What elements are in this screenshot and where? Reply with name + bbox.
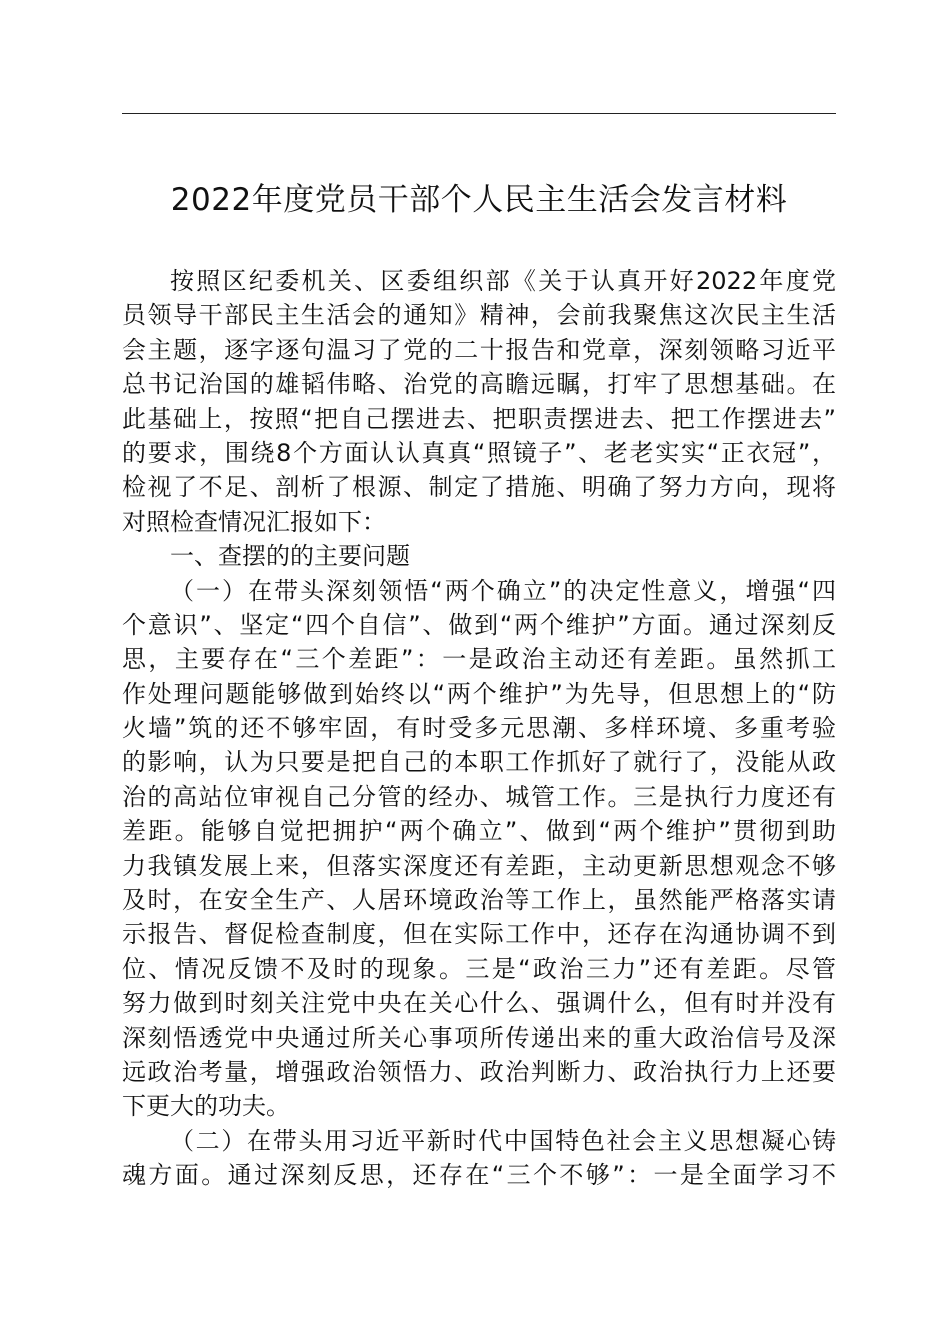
paragraph-line: 差距。能够自觉把拥护“两个确立”、做到“两个维护”贯彻到助 bbox=[122, 817, 836, 846]
paragraph-line: （一）在带头深刻领悟“两个确立”的决定性意义，增强“四 bbox=[170, 576, 836, 605]
paragraph-line: 示报告、督促检查制度，但在实际工作中，还存在沟通协调不到 bbox=[122, 920, 836, 949]
paragraph-line: 会主题，逐字逐句温习了党的二十报告和党章，深刻领略习近平 bbox=[122, 335, 836, 364]
paragraph-line: 员领导干部民主生活会的通知》精神，会前我聚焦这次民主生活 bbox=[122, 301, 836, 330]
paragraph-line: 思，主要存在“三个差距”：一是政治主动还有差距。虽然抓工 bbox=[122, 645, 836, 674]
document-body bbox=[122, 264, 836, 1193]
paragraph-line: 力我镇发展上来，但落实深度还有差距，主动更新思想观念不够 bbox=[122, 851, 836, 880]
paragraph-line: 治的高站位审视自己分管的经办、城管工作。三是执行力度还有 bbox=[122, 782, 836, 811]
paragraph-line: 下更大的功夫。 bbox=[122, 1092, 290, 1121]
section-heading: 一、查摆的的主要问题 bbox=[170, 542, 410, 571]
paragraph-line: 作处理问题能够做到始终以“两个维护”为先导，但思想上的“防 bbox=[122, 679, 836, 708]
paragraph-line: 的要求，围绕8个方面认认真真“照镜子”、老老实实“正衣冠”， bbox=[122, 438, 836, 467]
paragraph-line: 对照检查情况汇报如下： bbox=[122, 507, 386, 536]
header-rule bbox=[122, 113, 836, 114]
paragraph-line: 魂方面。通过深刻反思，还存在“三个不够”：一是全面学习不 bbox=[122, 1161, 836, 1190]
paragraph-line: 按照区纪委机关、区委组织部《关于认真开好2022年度党 bbox=[170, 267, 836, 295]
paragraph-line: 火墙”筑的还不够牢固，有时受多元思潮、多样环境、多重考验 bbox=[122, 714, 836, 743]
paragraph-line: 努力做到时刻关注党中央在关心什么、强调什么，但有时并没有 bbox=[122, 989, 836, 1018]
paragraph-line: 检视了不足、剖析了根源、制定了措施、明确了努力方向，现将 bbox=[122, 473, 836, 502]
paragraph-line: 及时，在安全生产、人居环境政治等工作上，虽然能严格落实请 bbox=[122, 886, 836, 915]
paragraph-line: 深刻悟透党中央通过所关心事项所传递出来的重大政治信号及深 bbox=[122, 1023, 836, 1052]
document-title: 2022年度党员干部个人民主生活会发言材料 bbox=[170, 182, 788, 218]
paragraph-line: 的影响，认为只要是把自己的本职工作抓好了就行了，没能从政 bbox=[122, 748, 836, 777]
paragraph-line: 此基础上，按照“把自己摆进去、把职责摆进去、把工作摆进去” bbox=[122, 404, 836, 433]
paragraph-line: （二）在带头用习近平新时代中国特色社会主义思想凝心铸 bbox=[170, 1126, 836, 1155]
paragraph-line: 远政治考量，增强政治领悟力、政治判断力、政治执行力上还要 bbox=[122, 1057, 836, 1086]
paragraph-line: 总书记治国的雄韬伟略、治党的高瞻远瞩，打牢了思想基础。在 bbox=[122, 370, 836, 399]
paragraph-line: 位、情况反馈不及时的现象。三是“政治三力”还有差距。尽管 bbox=[122, 954, 836, 983]
paragraph-line: 个意识”、坚定“四个自信”、做到“两个维护”方面。通过深刻反 bbox=[122, 610, 836, 639]
